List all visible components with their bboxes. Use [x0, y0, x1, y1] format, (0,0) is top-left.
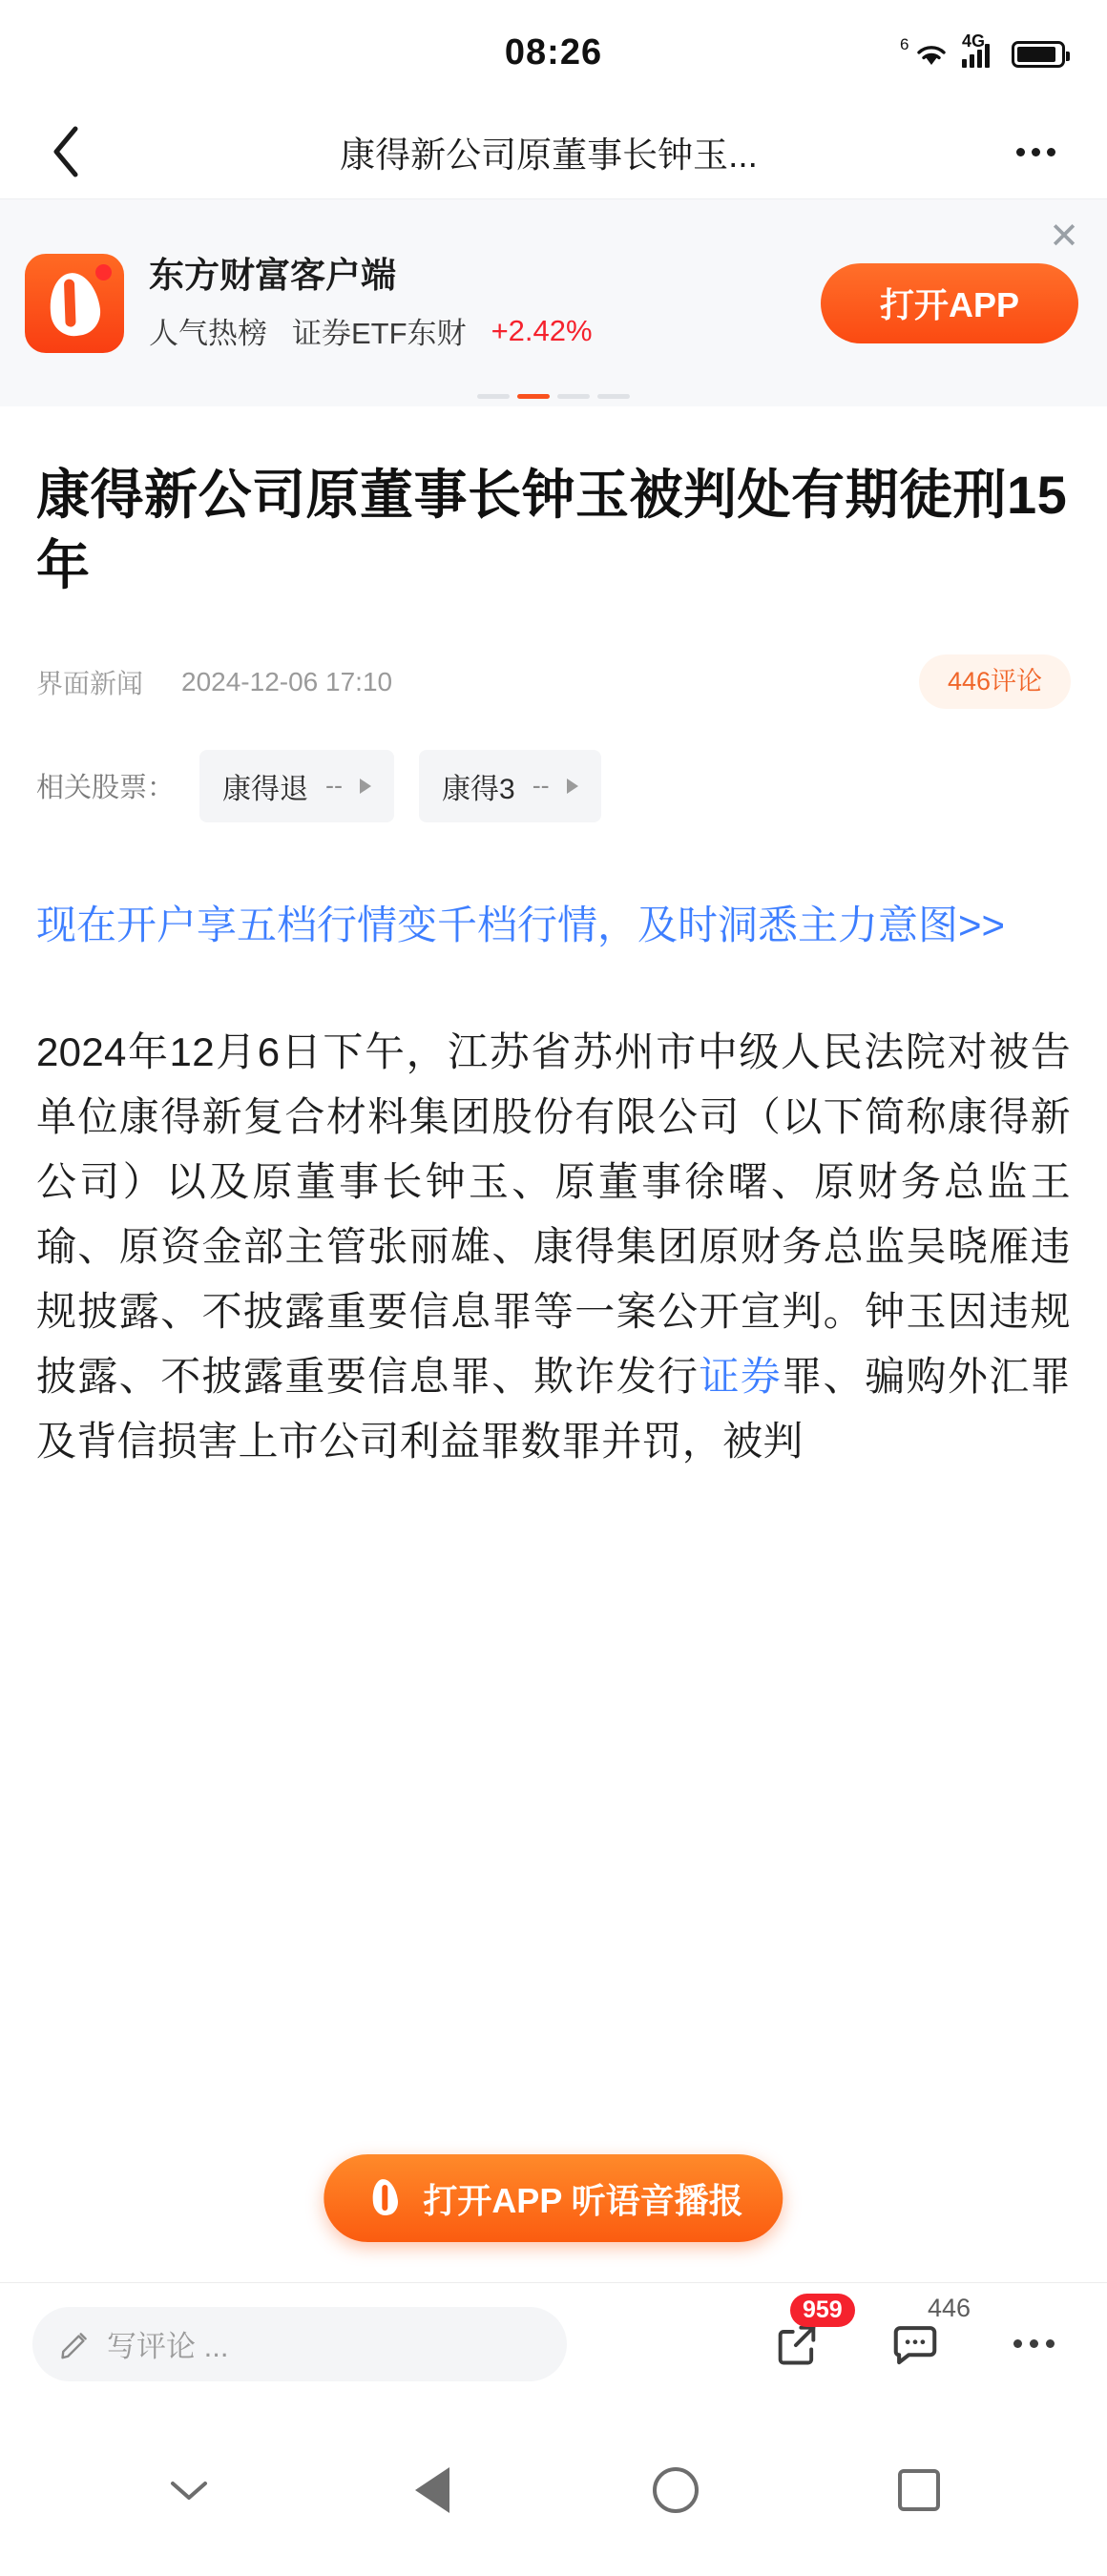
more-dot	[1032, 148, 1040, 156]
more-dot	[1046, 2339, 1055, 2348]
banner-pagination	[477, 394, 630, 399]
banner-subtitle	[149, 309, 821, 352]
chevron-down-icon	[165, 2474, 213, 2506]
status-clock: 08:26	[504, 31, 603, 73]
article-source: 界面新闻	[36, 668, 144, 698]
triangle-back-icon	[415, 2467, 449, 2513]
stock-change: --	[325, 771, 343, 800]
chevron-left-icon	[51, 125, 83, 178]
article-headline: 康得新公司原董事长钟玉被判处有期徒刑15年	[36, 465, 1068, 595]
app-promo-banner[interactable]	[0, 198, 1107, 406]
article-meta	[36, 651, 1071, 714]
header-more-button[interactable]	[1002, 123, 1069, 180]
banner-text	[149, 254, 821, 352]
stock-chip-1[interactable]	[419, 750, 601, 822]
chevron-right-icon	[567, 779, 578, 794]
chevron-right-icon	[360, 779, 371, 794]
banner-dot[interactable]	[597, 394, 630, 399]
logo-dot	[95, 264, 112, 280]
signal-icon	[962, 31, 1000, 68]
dongfang-fortune-logo-icon	[25, 254, 124, 353]
banner-dot-active[interactable]	[517, 394, 550, 399]
flame-shape	[46, 269, 104, 339]
stock-chip-0[interactable]	[199, 750, 394, 822]
wifi-icon	[900, 35, 950, 68]
promo-text-link[interactable]: 现在开户享五档行情变千档行情，及时洞悉主力意图>>	[36, 902, 1006, 947]
more-dot	[1030, 2339, 1038, 2348]
stock-name: 康得3	[442, 773, 515, 805]
banner-dot[interactable]	[477, 394, 510, 399]
open-app-button[interactable]: 打开APP	[821, 263, 1078, 343]
app-header	[0, 105, 1107, 198]
app-logo-icon	[364, 2177, 406, 2219]
comments-button[interactable]	[886, 2293, 971, 2378]
back-button[interactable]	[38, 123, 95, 180]
share-count-badge: 959	[790, 2294, 855, 2327]
article-body	[0, 460, 1107, 1474]
network-type-label: 4G	[962, 31, 986, 51]
bottom-more-button[interactable]	[1004, 2311, 1063, 2378]
system-back-button[interactable]	[389, 2447, 475, 2533]
status-icons	[900, 31, 1065, 68]
audio-fab-label: 打开APP 听语音播报	[423, 2180, 743, 2220]
pencil-icon	[59, 2328, 92, 2360]
wifi-glyph	[912, 39, 950, 68]
related-stocks	[36, 750, 1071, 822]
more-dot	[1016, 148, 1025, 156]
comment-icon	[889, 2318, 941, 2370]
more-dot	[1047, 148, 1055, 156]
system-recents-button[interactable]	[876, 2447, 962, 2533]
stock-change: --	[532, 771, 550, 800]
system-home-button[interactable]	[633, 2447, 719, 2533]
comment-input[interactable]	[32, 2307, 567, 2381]
comment-count-label: 446	[928, 2293, 971, 2322]
inline-keyword-link[interactable]: 证券	[699, 1354, 783, 1400]
comment-placeholder: 写评论 ...	[107, 2330, 229, 2363]
banner-etf-label: 证券ETF东财	[292, 317, 467, 351]
banner-title: 东方财富客户端	[149, 255, 396, 295]
open-app-audio-button[interactable]	[324, 2154, 783, 2242]
article-paragraph-part2: 罪、骗购外汇罪及背信损害上市公司利益罪数罪并罚，被判	[36, 1354, 1071, 1465]
banner-change-value: +2.42%	[491, 313, 593, 347]
stock-name: 康得退	[222, 773, 309, 805]
more-horizontal-icon	[1013, 2339, 1055, 2348]
related-stocks-label: 相关股票：	[36, 773, 176, 804]
close-icon[interactable]: ✕	[1049, 217, 1079, 257]
square-recents-icon	[898, 2469, 940, 2511]
article-timestamp: 2024-12-06 17:10	[181, 666, 393, 696]
bottom-action-bar	[0, 2282, 1107, 2404]
bottom-icon-group	[767, 2293, 1075, 2378]
comment-count-badge[interactable]: 446评论	[919, 654, 1071, 709]
more-dot	[1013, 2339, 1022, 2348]
hide-keyboard-button[interactable]	[146, 2447, 232, 2533]
circle-home-icon	[653, 2467, 699, 2513]
wifi-generation-label: 6	[900, 35, 909, 53]
banner-dot[interactable]	[557, 394, 590, 399]
share-button[interactable]	[767, 2296, 843, 2378]
battery-icon	[1012, 41, 1065, 68]
page-title: 康得新公司原董事长钟玉...	[340, 135, 758, 175]
status-bar	[0, 0, 1107, 105]
banner-hotlist-label: 人气热榜	[149, 317, 267, 351]
article-paragraph-part1: 2024年12月6日下午，江苏省苏州市中级人民法院对被告单位康得新复合材料集团股份有限公司（以下简称康得新公司）以及原董事长钟玉、原董事徐曙、原财务总监王瑜、原资金部主管张丽雄、康得集团原财务总监吴晓雁违规披露、不披露重要信息罪等一案公开宣判。钟玉因违规披露、不披露重要信息罪、欺诈发行	[36, 1029, 1071, 1400]
article-paragraph	[36, 1020, 1071, 1474]
system-navigation-bar	[0, 2404, 1107, 2576]
